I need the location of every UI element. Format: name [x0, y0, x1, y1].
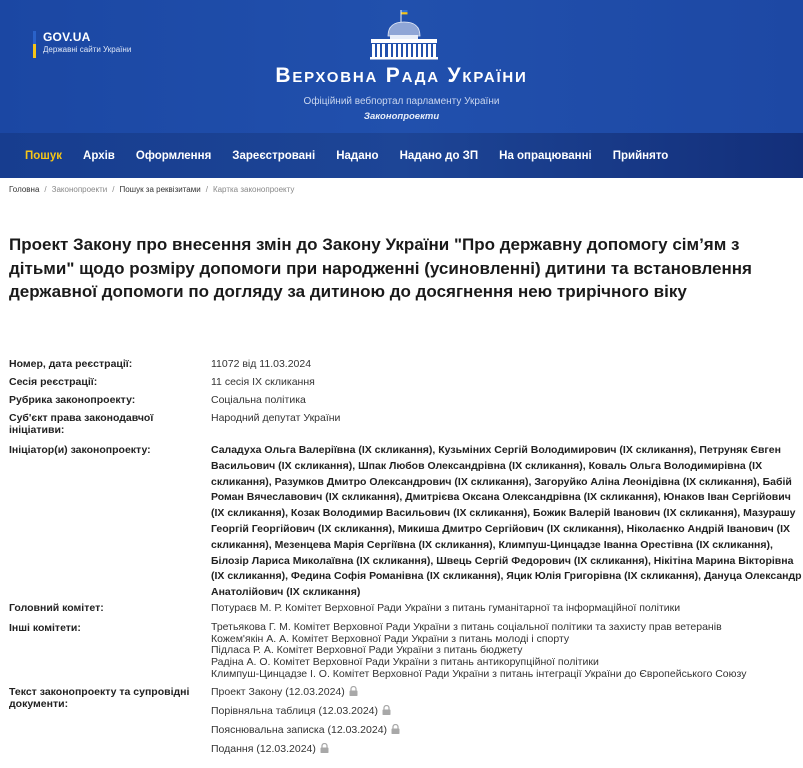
nav-item-registered[interactable]: Зареєстровані	[232, 149, 316, 162]
nav-item-adopted[interactable]: Прийнято	[612, 149, 669, 162]
detail-label: Головний комітет:	[9, 602, 104, 614]
committee-item: Підласа Р. А. Комітет Верховної Ради України з питань бюджету	[211, 644, 523, 657]
detail-label: Рубрика законопроекту:	[9, 394, 136, 406]
main-nav	[0, 133, 803, 178]
document-link[interactable]	[211, 743, 803, 762]
detail-value: Потураєв М. Р. Комітет Верховної Ради України з питань гуманітарної та інформаційної політики	[211, 602, 681, 614]
site-title[interactable]: Верховна Рада України	[275, 64, 528, 87]
nav-item-submitted-zp[interactable]: Надано до ЗП	[399, 149, 479, 162]
lock-icon	[349, 686, 358, 696]
document-link[interactable]	[211, 686, 803, 705]
breadcrumb-separator: /	[205, 185, 208, 194]
nav-item-processing[interactable]: На опрацюванні	[499, 149, 592, 162]
detail-label: Інші комітети:	[9, 622, 81, 634]
detail-value: Народний депутат України	[211, 412, 341, 424]
documents-list	[211, 686, 803, 762]
detail-label: Ініціатор(и) законопроекту:	[9, 444, 151, 456]
gov-ua-link[interactable]	[33, 31, 131, 58]
breadcrumb-current: Картка законопроекту	[212, 185, 295, 194]
lock-icon	[391, 724, 400, 734]
bill-details	[9, 358, 803, 762]
document-label: Пояснювальна записка (12.03.2024)	[211, 724, 388, 736]
nav-item-submitted[interactable]: Надано	[336, 149, 379, 162]
document-label: Проект Закону (12.03.2024)	[211, 686, 345, 698]
detail-row-documents	[9, 686, 803, 762]
committee-item: Кожем'якін А. А. Комітет Верховної Ради України з питань молоді і спорту	[211, 632, 570, 645]
detail-row-initiators	[9, 444, 803, 602]
committee-item: Третьякова Г. М. Комітет Верховної Ради України з питань соціальної політики та захисту прав ветеранів	[211, 621, 722, 633]
breadcrumb-bills[interactable]: Законопроекти	[51, 185, 108, 194]
detail-value: 11072 від 11.03.2024	[211, 358, 312, 370]
document-link[interactable]	[211, 705, 803, 724]
detail-value: Соціальна політика	[211, 394, 306, 406]
gov-ua-title: GOV.UA	[43, 30, 91, 44]
breadcrumb-separator: /	[112, 185, 115, 194]
detail-label: Номер, дата реєстрації:	[9, 358, 133, 370]
lock-icon	[382, 705, 391, 715]
site-subtitle: Офіційний вебпортал парламенту України	[303, 96, 500, 107]
document-label: Подання (12.03.2024)	[211, 743, 316, 755]
breadcrumb	[9, 185, 294, 194]
document-label: Порівняльна таблиця (12.03.2024)	[211, 705, 379, 717]
detail-label: Суб'єкт права законодавчої ініціативи:	[9, 412, 154, 436]
detail-label: Сесія реєстрації:	[9, 376, 98, 388]
gov-ua-subtitle: Державні сайти України	[43, 45, 132, 54]
detail-label: Текст законопроекту та супровідні документи:	[9, 686, 190, 710]
detail-row-subject	[9, 412, 803, 444]
detail-row-session	[9, 376, 803, 394]
document-link[interactable]	[211, 724, 803, 743]
detail-row-other-committees	[9, 622, 803, 686]
nav-item-search[interactable]: Пошук	[25, 149, 63, 162]
parliament-building-logo-icon[interactable]	[368, 8, 440, 60]
other-committees-list	[211, 622, 803, 686]
breadcrumb-separator: /	[44, 185, 47, 194]
committee-item: Радіна А. О. Комітет Верховної Ради України з питань антикорупційної політики	[211, 656, 599, 669]
detail-row-registration	[9, 358, 803, 376]
breadcrumb-home[interactable]: Головна	[9, 185, 40, 194]
detail-row-rubric	[9, 394, 803, 412]
breadcrumb-search[interactable]: Пошук за реквізитами	[119, 185, 201, 194]
nav-item-drafting[interactable]: Оформлення	[135, 149, 212, 162]
committee-item: Климпуш-Цинцадзе І. О. Комітет Верховної Ради України з питань інтеграції України до Європейського Союзу	[211, 667, 747, 680]
site-header	[0, 0, 803, 133]
initiators-list: Саладуха Ольга Валеріївна (IX скликання), Кузьміних Сергій Володимирович (IX скликання), Петруняк Євген Васильович (IX скликання), Шпак Любов Олександрівна (IX скликання), Коваль Ольга Володимирівна (IX скликання), Разумков Дмитро Олександрович (IX скликання), Загоруйко Аліна Леонідівна (IX скликання), Бабій Роман Вячеславович (IX скликання), Дмитрієва Оксана Олександрівна (IX скликання), Юнаков Іван Сергійович (IX скликання), Козак Володимир Васильович (IX скликання), Божик Валерій Іванович (IX скликання), Мазурашу Георгій Георгійович (IX скликання), Микиша Дмитро Сергійович (IX скликання), Ніколаєнко Андрій Іванович (IX скликання), Мезенцева Марія Сергіївна (IX скликання), Климпуш-Цинцадзе Іванна Орестівна (IX скликання), Білозір Лариса Миколаївна (IX скликання), Швець Сергій Федорович (IX скликання), Нікітіна Марина Вікторівна (IX скликання), Федина Софія Романівна (IX скликання), Яцик Юлія Григорівна (IX скликання), Дануца Олександр Анатолійович (IX скликання)	[211, 444, 802, 599]
nav-item-archive[interactable]: Архів	[83, 149, 115, 162]
detail-value: 11 сесія IX скликання	[211, 376, 315, 388]
lock-icon	[320, 743, 329, 753]
page-title: Проект Закону про внесення змін до Закону України "Про державну допомогу сім’ям з дітьми" щодо розміру допомоги при народженні (усиновленні) дитини та встановлення державної допомоги по догляду за дитиною до досягнення нею трирічного віку	[9, 235, 752, 301]
site-section: Законопроекти	[363, 111, 440, 122]
detail-row-main-committee	[9, 602, 803, 622]
